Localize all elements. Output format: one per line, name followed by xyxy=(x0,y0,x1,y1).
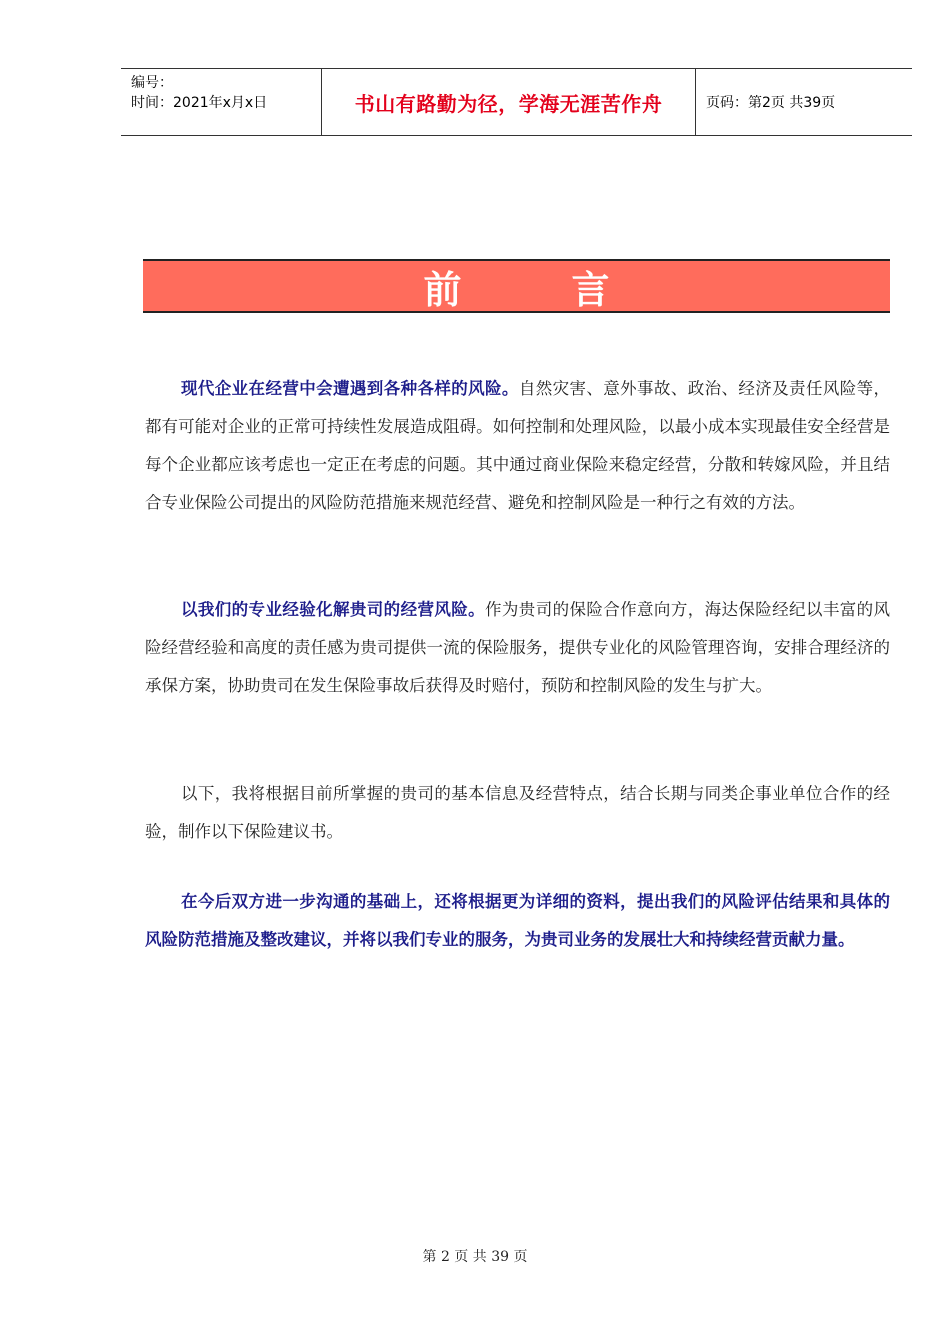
paragraph-2-lead: 以我们的专业经验化解贵司的经营风险。 xyxy=(181,600,486,619)
header-info-cell xyxy=(121,69,322,135)
paragraph-3-text: 以下，我将根据目前所掌握的贵司的基本信息及经营特点，结合长期与同类企事业单位合作的经验，制作以下保险建议书。 xyxy=(145,784,890,841)
paragraph-1-lead: 现代企业在经营中会遭遇到各种各样的风险。 xyxy=(181,379,519,398)
paragraph-1 xyxy=(145,370,890,522)
page-footer: 第 2 页 共 39 页 xyxy=(422,1249,528,1265)
page-header xyxy=(121,68,912,136)
page-title: 前言 xyxy=(423,267,720,312)
header-page-label: 页码：第2页 共39页 xyxy=(706,95,836,111)
paragraph-2 xyxy=(145,591,890,705)
paragraph-4 xyxy=(145,883,890,959)
paragraph-2-text: 作为贵司的保险合作意向方，海达保险经纪以丰富的风险经营经验和高度的责任感为贵司提供一流的保险服务，提供专业化的风险管理咨询，安排合理经济的承保方案，协助贵司在发生保险事故后获得及时赔付，预防和控制风险的发生与扩大。 xyxy=(145,600,891,695)
title-banner xyxy=(143,259,890,313)
paragraph-1-text: 自然灾害、意外事故、政治、经济及责任风险等，都有可能对企业的正常可持续性发展造成阻碍。如何控制和处理风险，以最小成本实现最佳安全经营是每个企业都应该考虑也一定正在考虑的问题。其中通过商业保险来稳定经营，分散和转嫁风险，并且结合专业保险公司提出的风险防范措施来规范经营、避免和控制风险是一种行之有效的方法。 xyxy=(145,379,891,512)
doc-time-label: 时间：2021年x月x日 xyxy=(131,95,268,111)
doc-number-label: 编号： xyxy=(131,75,173,91)
paragraph-3 xyxy=(145,775,890,851)
header-motto: 书山有路勤为径，学海无涯苦作舟 xyxy=(322,69,696,135)
paragraph-4-text: 在今后双方进一步沟通的基础上，还将根据更为详细的资料，提出我们的风险评估结果和具体的风险防范措施及整改建议，并将以我们专业的服务，为贵司业务的发展壮大和持续经营贡献力量。 xyxy=(145,892,890,949)
